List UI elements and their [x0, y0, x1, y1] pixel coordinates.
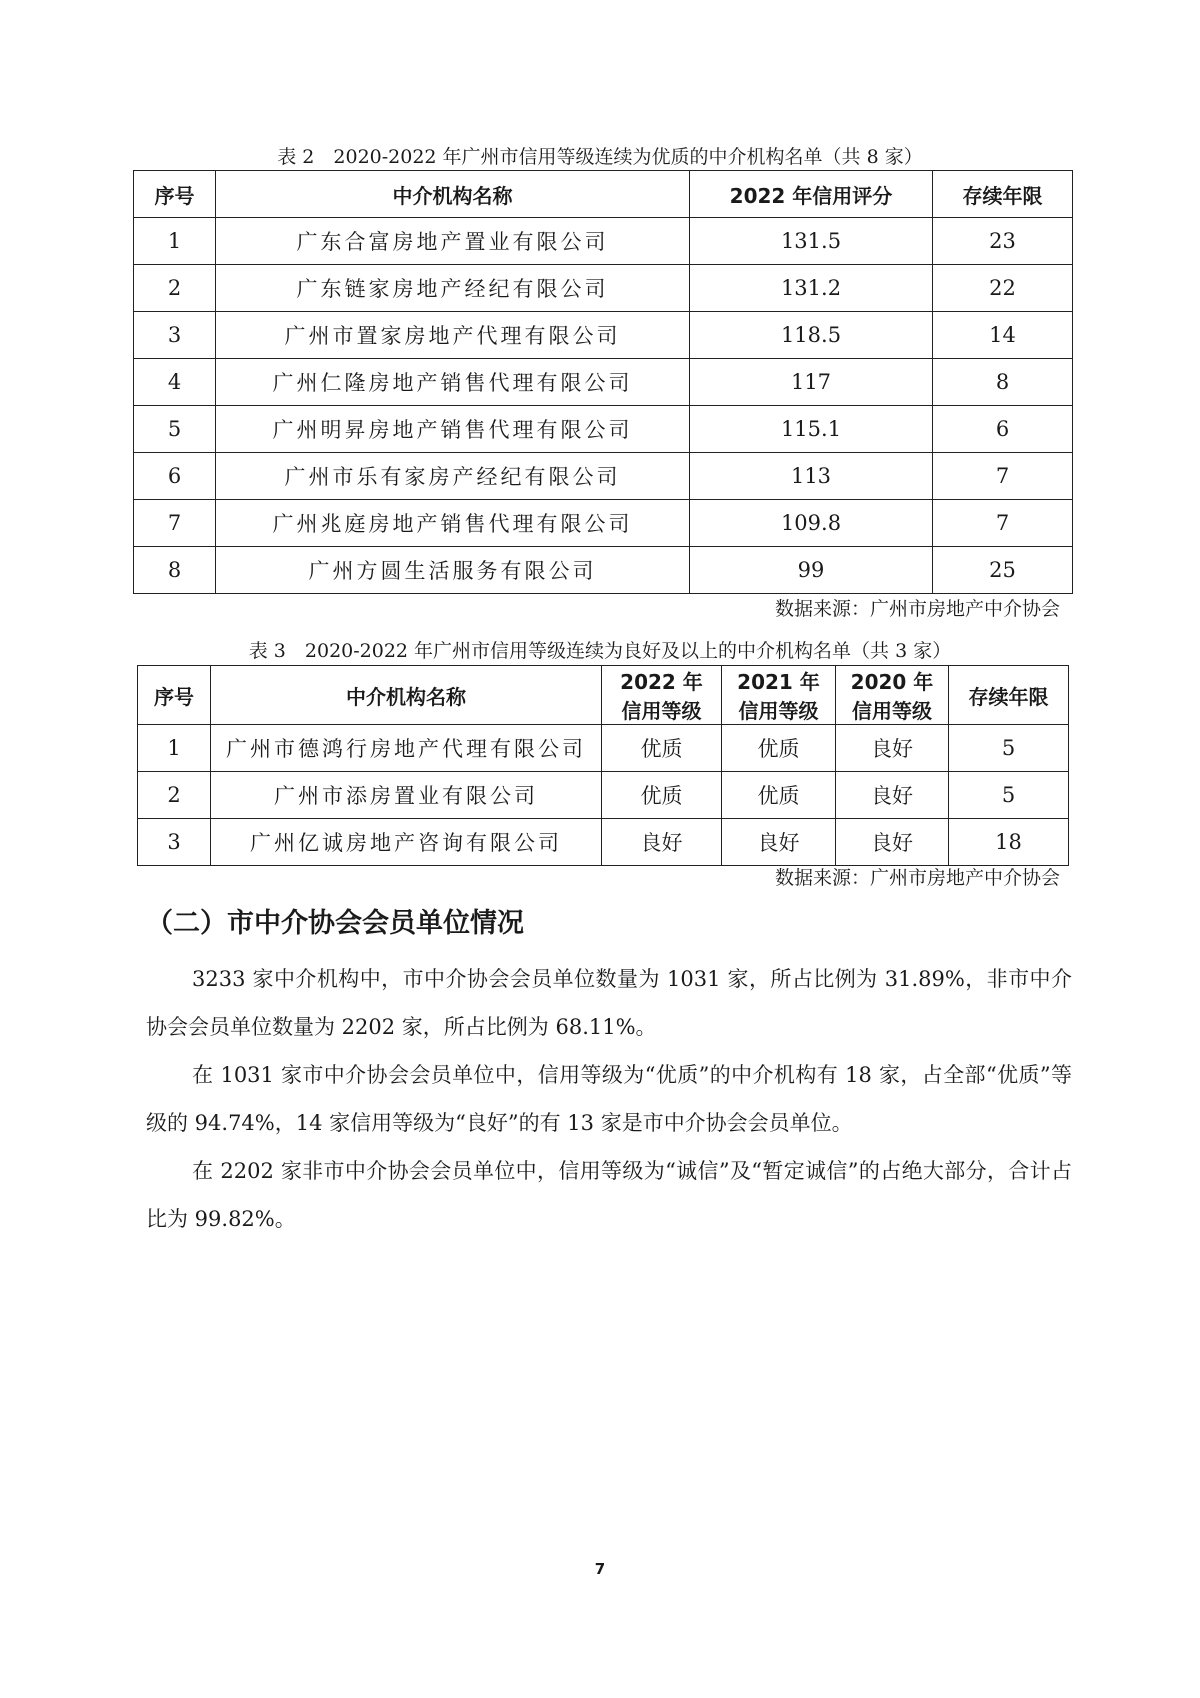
- cell-agency-name: 广东合富房地产置业有限公司: [216, 218, 690, 265]
- table2-header-row: [134, 171, 1073, 218]
- cell-agency-name: 广州市置家房地产代理有限公司: [216, 312, 690, 359]
- table3-header-cell: [138, 666, 211, 725]
- cell-score: 131.5: [690, 218, 933, 265]
- cell-grade-2022: 优质: [602, 772, 722, 819]
- cell-grade-2022: 优质: [602, 725, 722, 772]
- table2: [133, 170, 1073, 594]
- table-row: [134, 453, 1073, 500]
- table2-header-cell: 中介机构名称: [216, 171, 690, 218]
- cell-grade-2020: 良好: [836, 819, 949, 866]
- header-line: 信用等级: [621, 699, 702, 723]
- table3-header-row: [138, 666, 1069, 725]
- table-row: [134, 265, 1073, 312]
- table2-header-cell: 序号: [134, 171, 216, 218]
- cell-score: 131.2: [690, 265, 933, 312]
- cell-index: 2: [134, 265, 216, 312]
- cell-score: 117: [690, 359, 933, 406]
- header-line: 信用等级: [852, 699, 932, 723]
- cell-index: 3: [138, 819, 211, 866]
- cell-years: 25: [933, 547, 1073, 594]
- cell-years: 22: [933, 265, 1073, 312]
- header-line: 信用等级: [738, 699, 819, 723]
- cell-agency-name: 广东链家房地产经纪有限公司: [216, 265, 690, 312]
- cell-score: 109.8: [690, 500, 933, 547]
- cell-years: 6: [933, 406, 1073, 453]
- paragraph-1: 3233 家中介机构中，市中介协会会员单位数量为 1031 家，所占比例为 31.89%，非市中介协会会员单位数量为 2202 家，所占比例为 68.11%。: [146, 967, 1072, 1039]
- cell-index: 8: [134, 547, 216, 594]
- cell-grade-2021: 优质: [722, 772, 836, 819]
- cell-index: 4: [134, 359, 216, 406]
- table-row: [134, 312, 1073, 359]
- header-line: 2020 年: [850, 670, 934, 694]
- paragraph-2: 在 1031 家市中介协会会员单位中，信用等级为“优质”的中介机构有 18 家，占全部“优质”等级的 94.74%，14 家信用等级为“良好”的有 13 家是市中介协会会员单位。: [146, 1063, 1072, 1135]
- paragraph-3: 在 2202 家非市中介协会会员单位中，信用等级为“诚信”及“暂定诚信”的占绝大部分，合计占比为 99.82%。: [146, 1159, 1072, 1231]
- table-row: [138, 819, 1069, 866]
- table3-header-cell: [211, 666, 602, 725]
- cell-agency-name: 广州市乐有家房产经纪有限公司: [216, 453, 690, 500]
- cell-score: 115.1: [690, 406, 933, 453]
- cell-years: 5: [949, 725, 1069, 772]
- cell-agency-name: 广州兆庭房地产销售代理有限公司: [216, 500, 690, 547]
- cell-years: 5: [949, 772, 1069, 819]
- cell-years: 7: [933, 500, 1073, 547]
- cell-agency-name: 广州明昇房地产销售代理有限公司: [216, 406, 690, 453]
- cell-agency-name: 广州市添房置业有限公司: [211, 772, 602, 819]
- table2-caption: 表 2 2020-2022 年广州市信用等级连续为优质的中介机构名单（共 8 家）: [277, 146, 923, 168]
- cell-index: 1: [138, 725, 211, 772]
- cell-index: 2: [138, 772, 211, 819]
- cell-index: 3: [134, 312, 216, 359]
- cell-years: 14: [933, 312, 1073, 359]
- table3-caption: 表 3 2020-2022 年广州市信用等级连续为良好及以上的中介机构名单（共 3 家）: [248, 640, 952, 662]
- table3-header-cell: [602, 666, 722, 725]
- table-row: [138, 725, 1069, 772]
- cell-years: 8: [933, 359, 1073, 406]
- cell-index: 5: [134, 406, 216, 453]
- cell-agency-name: 广州亿诚房地产咨询有限公司: [211, 819, 602, 866]
- cell-grade-2020: 良好: [836, 772, 949, 819]
- table3-header-cell: [836, 666, 949, 725]
- cell-index: 6: [134, 453, 216, 500]
- cell-grade-2022: 良好: [602, 819, 722, 866]
- header-line: 中介机构名称: [346, 684, 466, 709]
- table-row: [134, 547, 1073, 594]
- table-row: [138, 772, 1069, 819]
- cell-grade-2021: 优质: [722, 725, 836, 772]
- cell-score: 113: [690, 453, 933, 500]
- table2-source: 数据来源：广州市房地产中介协会: [774, 598, 1060, 620]
- cell-agency-name: 广州方圆生活服务有限公司: [216, 547, 690, 594]
- table-row: [134, 218, 1073, 265]
- cell-grade-2021: 良好: [722, 819, 836, 866]
- cell-agency-name: 广州市德鸿行房地产代理有限公司: [211, 725, 602, 772]
- table3-source: 数据来源：广州市房地产中介协会: [774, 867, 1060, 889]
- cell-index: 7: [134, 500, 216, 547]
- table3-header-cell: [722, 666, 836, 725]
- cell-grade-2020: 良好: [836, 725, 949, 772]
- cell-years: 18: [949, 819, 1069, 866]
- cell-years: 7: [933, 453, 1073, 500]
- header-line: 2022 年: [620, 670, 703, 694]
- cell-score: 99: [690, 547, 933, 594]
- header-line: 序号: [154, 684, 194, 709]
- table-row: [134, 406, 1073, 453]
- table-row: [134, 359, 1073, 406]
- section-heading: （二）市中介协会会员单位情况: [146, 908, 524, 939]
- header-line: 2021 年: [737, 670, 820, 694]
- cell-index: 1: [134, 218, 216, 265]
- table2-header-cell: 2022 年信用评分: [690, 171, 933, 218]
- table-row: [134, 500, 1073, 547]
- page-number: 7: [594, 1560, 606, 1578]
- cell-agency-name: 广州仁隆房地产销售代理有限公司: [216, 359, 690, 406]
- cell-years: 23: [933, 218, 1073, 265]
- cell-score: 118.5: [690, 312, 933, 359]
- table3: [137, 665, 1069, 866]
- table3-header-cell: [949, 666, 1069, 725]
- table2-header-cell: 存续年限: [933, 171, 1073, 218]
- header-line: 存续年限: [968, 684, 1049, 709]
